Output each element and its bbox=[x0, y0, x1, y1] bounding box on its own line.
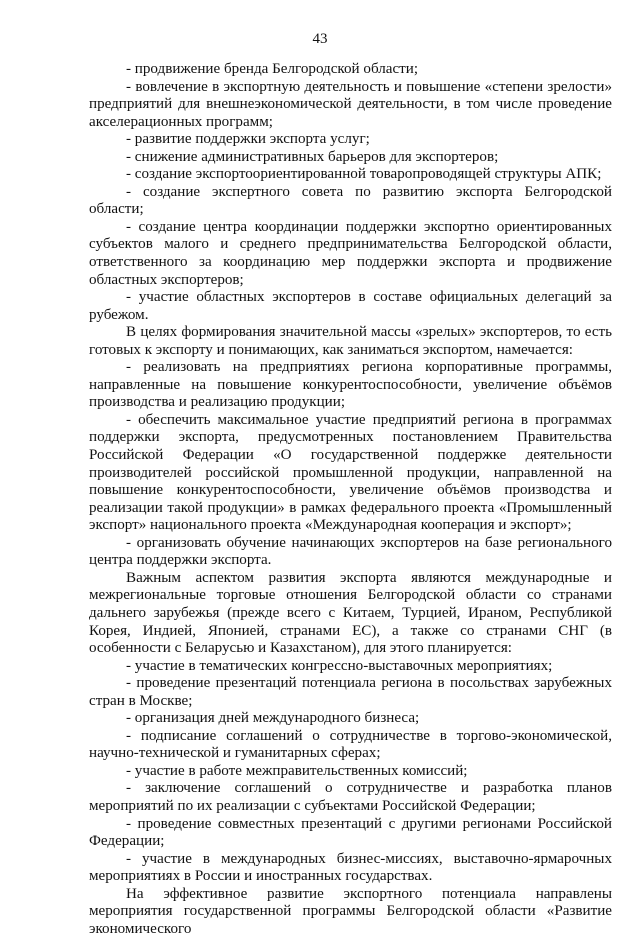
paragraph-mature-exporters: В целях формирования значительной массы «зрелых» экспортеров, то есть готовых к экспорту и понимающих, как заниматься экспортом, намечается: bbox=[89, 324, 612, 358]
paragraph-state-program: На эффективное развитие экспортного потенциала направлены мероприятия государственной программы Белгородской области «Развитие экономического bbox=[89, 885, 612, 937]
bullet-official-delegations: - участие областных экспортеров в составе официальных делегаций за рубежом. bbox=[89, 289, 612, 323]
bullet-services-export: - развитие поддержки экспорта услуг; bbox=[126, 131, 370, 148]
bullet-export-support-programs: - обеспечить максимальное участие предприятий региона в программах поддержки экспорта, предусмотренных постановлением Правительства Российской Федерации «О государственной поддержке деятельности производителей российской промышленной продукции, направленной на повышение конкурентоспособности, увеличение объёмов производства и реализации такой продукции» в рамках федерального проекта «Промышленный экспорт» национального проекта «Международная кооперация и экспорт»; bbox=[89, 411, 612, 534]
bullet-apk-structure: - создание экспортоориентированной товаропроводящей структуры АПК; bbox=[126, 166, 602, 183]
bullet-business-missions: - участие в международных бизнес-миссиях, выставочно-ярмарочных мероприятиях в России и иностранных государствах. bbox=[89, 850, 612, 885]
bullet-regional-agreements: - заключение соглашений о сотрудничестве и разработка планов мероприятий по их реализации с субъектами Российской Федерации; bbox=[89, 780, 612, 814]
bullet-expert-council: - создание экспертного совета по развитию экспорта Белгородской области; bbox=[89, 183, 612, 218]
page-number: 43 bbox=[312, 31, 328, 47]
bullet-intergovernmental-commissions: - участие в работе межправительственных комиссий; bbox=[126, 762, 468, 779]
bullet-business-days: - организация дней международного бизнеса; bbox=[126, 710, 420, 727]
bullet-corporate-programs: - реализовать на предприятиях региона корпоративные программы, направленные на повышение конкурентоспособности, увеличение объёмов производства и реализацию продукции; bbox=[89, 359, 612, 411]
bullet-joint-presentations: - проведение совместных презентаций с другими регионами Российской Федерации; bbox=[89, 815, 612, 850]
paragraph-international-relations: Важным аспектом развития экспорта являются международные и межрегиональные торговые отношения Белгородской области со странами дальнего зарубежья (прежде всего с Китаем, Турцией, Ираном, Республикой Корея, Индией, Японией, странами ЕС), а также со странами СНГ (в особенности с Беларусью и Казахстаном), для этого планируется: bbox=[89, 569, 612, 657]
bullet-cooperation-agreements: - подписание соглашений о сотрудничестве в торгово-экономической, научно-технической и гуманитарных сферах; bbox=[89, 727, 612, 762]
bullet-embassy-presentations: - проведение презентаций потенциала региона в посольствах зарубежных стран в Москве; bbox=[89, 675, 612, 709]
bullet-exporter-training: - организовать обучение начинающих экспортеров на базе регионального центра поддержки экспорта. bbox=[89, 534, 612, 569]
bullet-congress-exhibitions: - участие в тематических конгрессно-выставочных мероприятиях; bbox=[126, 657, 553, 674]
bullet-admin-barriers: - снижение административных барьеров для экспортеров; bbox=[126, 148, 499, 165]
bullet-coordination-center: - создание центра координации поддержки экспортно ориентированных субъектов малого и среднего предпринимательства Белгородской области, ответственного за координацию мер поддержки экспорта и продвижение областных экспортеров; bbox=[89, 218, 612, 288]
document-body bbox=[89, 61, 612, 938]
bullet-export-engagement: - вовлечение в экспортную деятельность и повышение «степени зрелости» предприятий для внешнеэкономической деятельности, в том числе проведение акселерационных программ; bbox=[89, 78, 612, 130]
bullet-brand-promotion: - продвижение бренда Белгородской области; bbox=[126, 61, 419, 77]
